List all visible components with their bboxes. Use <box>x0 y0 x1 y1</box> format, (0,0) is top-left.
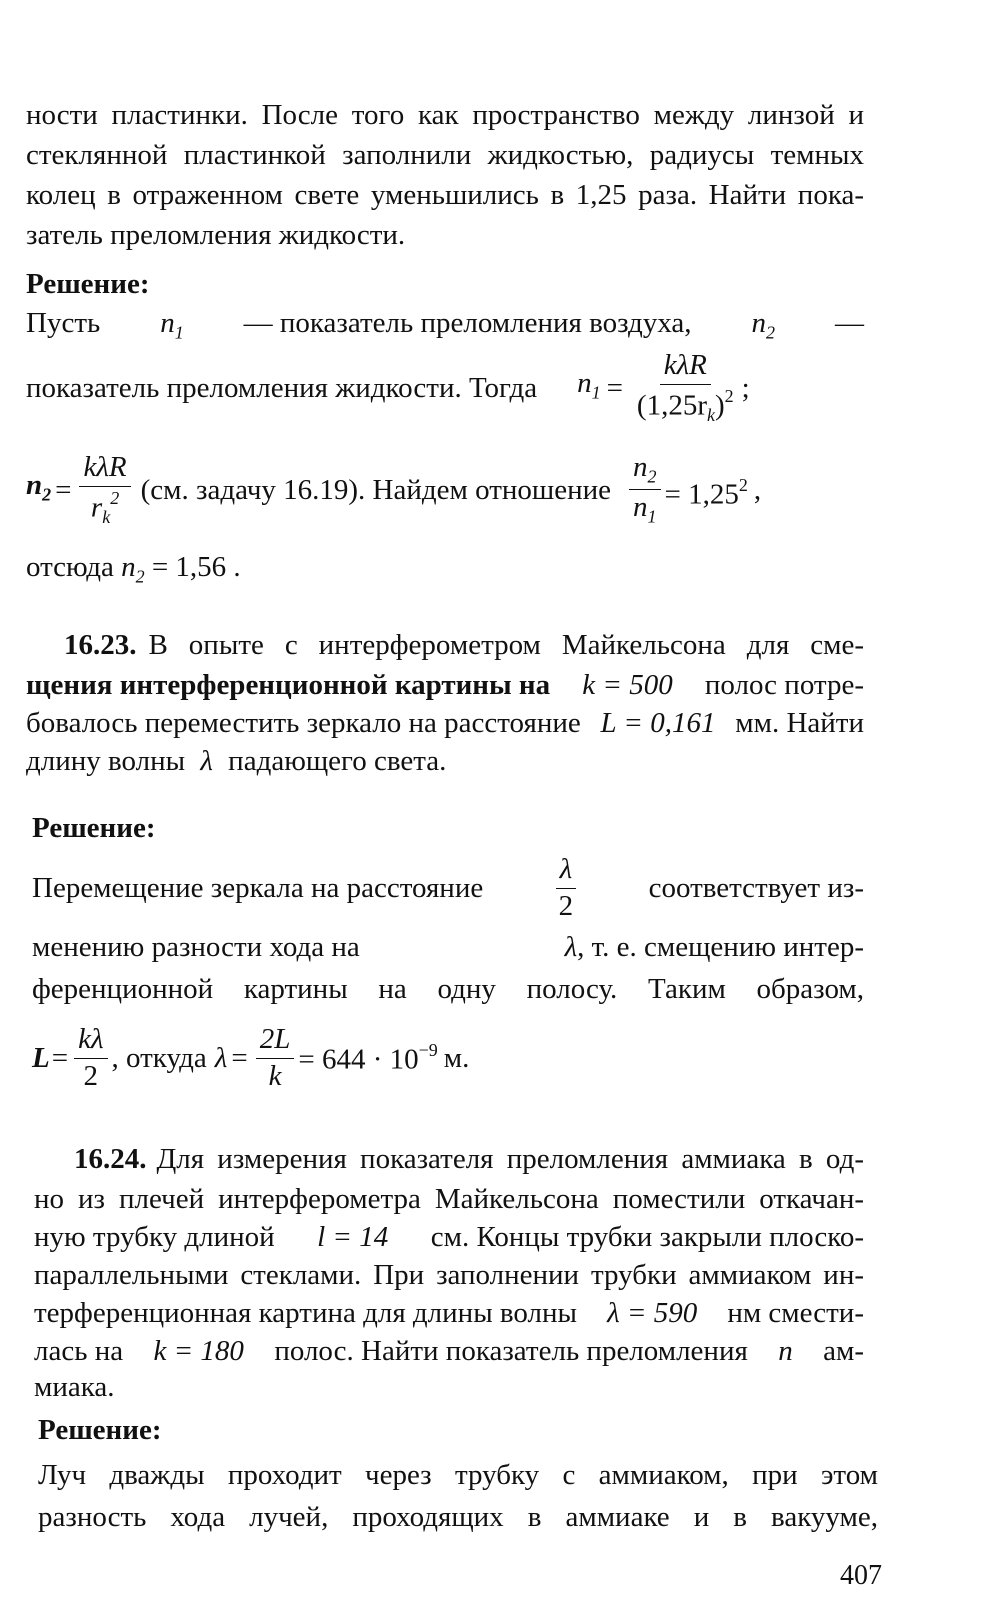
solution-1-line-3 <box>26 452 761 528</box>
unit: м. <box>443 1041 470 1074</box>
text: бовалось переместить зеркало на расстояние <box>26 707 581 739</box>
n2-symbol: $n_2$ <box>26 469 52 505</box>
numerator: kλR <box>660 350 711 385</box>
problem-16-24-line-1 <box>74 1142 864 1176</box>
intro-line-2: стеклянной пластинкой заполнили жидкостью, радиусы темных <box>26 139 864 171</box>
numerator: 2L <box>256 1024 295 1059</box>
text: — <box>834 307 864 339</box>
solution-2-line-3: ференционной картины на одну полосу. Таким образом, <box>32 973 864 1005</box>
denominator: 2 <box>558 889 574 922</box>
page-number: 407 <box>840 1560 882 1591</box>
numerator: kλ <box>74 1024 107 1059</box>
solution-1-line-2 <box>26 350 750 426</box>
text: (см. задачу 16.19). Найдем отношение <box>140 473 612 506</box>
intro-line-3: колец в отраженном свете уменьшились в 1,25 раза. Найти пока- <box>26 179 864 211</box>
n2-symbol: $n_2$ <box>751 307 776 343</box>
text: В опыте с интерферометром Майкельсона для сме- <box>148 629 864 661</box>
solution-2-line-1 <box>32 848 864 928</box>
problem-16-24-line-4: параллельными стеклами. При заполнении трубки аммиаком ин- <box>34 1259 864 1291</box>
text: Пусть <box>26 307 101 339</box>
problem-16-24-line-2: но из плечей интерферометра Майкельсона поместили откачан- <box>34 1183 864 1215</box>
numerator: $n_2$ <box>629 452 660 490</box>
text: ную трубку длиной <box>34 1221 275 1253</box>
text: щения интерференционной картины на <box>26 669 551 701</box>
intro-line-4: затель преломления жидкости. <box>26 219 406 251</box>
text: , откуда <box>111 1041 207 1074</box>
equals: = <box>231 1041 248 1074</box>
numerator: λ <box>556 854 577 889</box>
lambda-symbol: λ <box>200 745 213 777</box>
problem-16-23-line-1 <box>64 628 864 662</box>
denominator: $(1,25r_k)^2$ <box>636 385 734 425</box>
problem-16-24-line-7: миака. <box>34 1371 115 1403</box>
text: λ, т. е. смещению интер- <box>564 931 864 963</box>
solution-heading: Решение: <box>26 268 150 300</box>
semicolon: ; <box>741 371 750 404</box>
L-value: L = 0,161 <box>600 707 716 739</box>
text: менению разности хода на <box>32 931 360 963</box>
k-value: k = 180 <box>153 1335 244 1367</box>
ratio-value: = $1,25^2$ <box>664 474 748 511</box>
k-value: k = 500 <box>582 669 673 701</box>
problem-16-23-line-2 <box>26 668 864 702</box>
text: соответствует из- <box>648 871 864 904</box>
n1-symbol: $n_1$ <box>577 367 601 403</box>
lambda-symbol: λ <box>214 1041 228 1074</box>
solution-heading: Решение: <box>38 1414 162 1446</box>
equals: = <box>606 371 623 404</box>
solution-heading: Решение: <box>32 812 156 844</box>
text: лась на <box>34 1335 124 1367</box>
denominator: k <box>268 1059 282 1092</box>
denominator: $r_k^2$ <box>90 487 120 527</box>
ratio-fraction <box>629 452 660 527</box>
solution-1-line-1 <box>26 306 864 349</box>
formula-lambda-fraction <box>256 1024 295 1093</box>
text: полос потре- <box>704 669 864 701</box>
result-value: = $644 \cdot 10^{-9}$ <box>298 1039 438 1076</box>
intro-line-1: ности пластинки. После того как пространство между линзой и <box>26 99 864 131</box>
text: нм смести- <box>727 1297 864 1329</box>
l-value: l = 14 <box>317 1221 389 1253</box>
problem-number: 16.23. <box>64 629 137 661</box>
solution-3-line-1: Луч дважды проходит через трубку с аммиаком, при этом <box>38 1459 878 1491</box>
formula-n2-fraction <box>79 452 130 528</box>
comma: , <box>753 473 762 506</box>
text: ам- <box>823 1335 864 1367</box>
n2-symbol: $n_2$ <box>121 551 145 587</box>
half-lambda-fraction <box>555 854 578 923</box>
denominator: 2 <box>83 1059 99 1092</box>
equals: = <box>55 473 72 506</box>
n2-value: = 1,56 . <box>151 551 241 583</box>
solution-2-line-4 <box>32 1018 469 1098</box>
text: показатель преломления жидкости. Тогда <box>26 371 538 404</box>
formula-n1-fraction <box>633 350 738 426</box>
problem-16-24-line-6 <box>34 1334 864 1368</box>
n-symbol: n <box>778 1335 793 1367</box>
text: Перемещение зеркала на расстояние <box>32 871 484 904</box>
problem-16-23-line-3 <box>26 706 864 740</box>
problem-number: 16.24. <box>74 1143 147 1175</box>
problem-16-23-line-4: длину волны λ падающего света. <box>26 745 447 777</box>
solution-1-line-4: отсюда $n_2 = 1,56$ . <box>26 551 241 587</box>
text: см. Концы трубки закрыли плоско- <box>430 1221 864 1253</box>
denominator: $n_1$ <box>633 491 657 527</box>
problem-16-24-line-3 <box>34 1220 864 1254</box>
text: Для измерения показателя преломления аммиака в од- <box>156 1143 864 1175</box>
L-symbol: L <box>32 1041 50 1074</box>
numerator: kλR <box>79 452 130 487</box>
solution-3-line-2: разность хода лучей, проходящих в аммиаке и в вакууме, <box>38 1501 878 1533</box>
text: полос. Найти показатель преломления <box>274 1335 748 1367</box>
text: мм. Найти <box>735 707 864 739</box>
n1-symbol: $n_1$ <box>160 307 184 343</box>
equals: = <box>51 1041 69 1074</box>
text: терференционная картина для длины волны <box>34 1297 578 1329</box>
formula-L-fraction <box>74 1024 107 1093</box>
text: — показатель преломления воздуха, <box>243 307 692 339</box>
solution-2-line-2 <box>32 930 864 964</box>
problem-16-24-line-5 <box>34 1296 864 1330</box>
lambda-value: λ = 590 <box>607 1297 698 1329</box>
